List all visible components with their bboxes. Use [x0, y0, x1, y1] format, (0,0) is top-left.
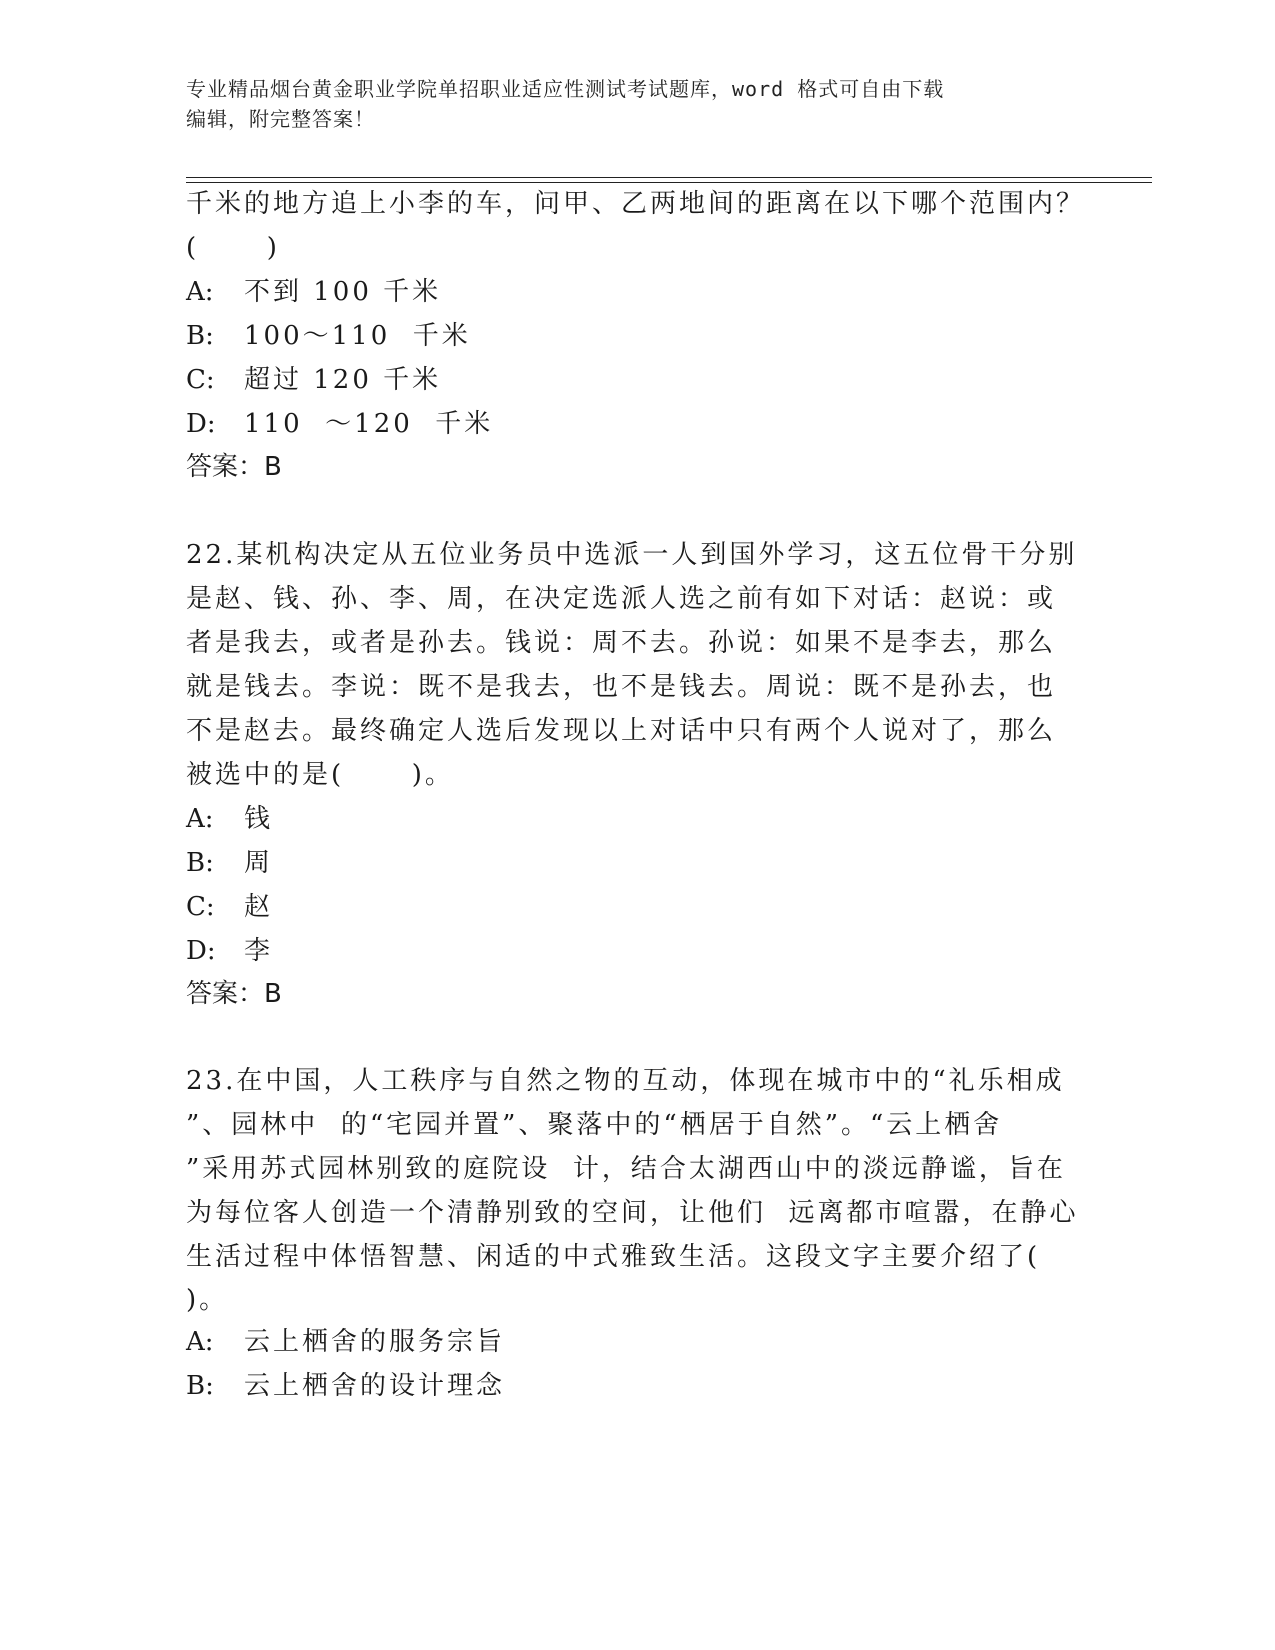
- option-text: 李: [244, 936, 274, 966]
- q21-option-c: [186, 360, 441, 400]
- q22-option-d: [186, 931, 273, 971]
- q22-text-line: 不是赵去。最终确定人选后发现以上对话中只有两个人说对了，那么: [186, 716, 1057, 746]
- option-letter: A:: [186, 1327, 214, 1357]
- option-text: 周: [244, 848, 274, 878]
- option-text: 钱: [244, 804, 274, 834]
- option-text: 云上栖舍的设计理念: [244, 1371, 506, 1401]
- header-rule-top: [186, 177, 1152, 178]
- q23-option-a: [186, 1322, 505, 1362]
- header-line-2: 编辑，附完整答案！: [186, 107, 375, 131]
- option-letter: D:: [186, 409, 216, 439]
- q22-answer: 答案：B: [186, 979, 282, 1009]
- q22-option-a: [186, 799, 273, 839]
- q23-text-line: ”采用苏式园林别致的庭院设 计，结合太湖西山中的淡远静谧，旨在: [186, 1154, 1066, 1184]
- q21-option-d: [186, 404, 493, 444]
- option-letter: D:: [186, 936, 216, 966]
- option-letter: B:: [186, 321, 214, 351]
- q22-text-line: 是赵、钱、孙、李、周，在决定选派人选之前有如下对话：赵说：或: [186, 584, 1057, 614]
- q22-text-line: 就是钱去。李说：既不是我去，也不是钱去。周说：既不是孙去，也: [186, 672, 1057, 702]
- option-letter: A:: [186, 277, 214, 307]
- q21-option-b: [186, 316, 471, 356]
- q22-text-line: 被选中的是( )。: [186, 760, 454, 790]
- option-letter: B:: [186, 1371, 214, 1401]
- option-letter: B:: [186, 848, 214, 878]
- q23-text-line: ”、园林中 的“宅园并置”、聚落中的“栖居于自然”。“云上栖舍: [186, 1110, 1003, 1140]
- header-line-1: 专业精品烟台黄金职业学院单招职业适应性测试考试题库，word 格式可自由下载: [186, 77, 945, 101]
- option-text: 不到 100 千米: [244, 277, 442, 307]
- header-rule-bottom: [186, 182, 1152, 183]
- q23-text-line: )。: [186, 1285, 229, 1315]
- q23-option-b: [186, 1366, 505, 1406]
- q21-text-line-1: 千米的地方追上小李的车，问甲、乙两地间的距离在以下哪个范围内？: [186, 189, 1086, 219]
- q22-option-b: [186, 843, 273, 883]
- q21-option-a: [186, 272, 441, 312]
- q21-answer: 答案：B: [186, 452, 282, 482]
- q22-option-c: [186, 887, 273, 927]
- q23-text-line: 生活过程中体悟智慧、闲适的中式雅致生活。这段文字主要介绍了(: [186, 1242, 1041, 1272]
- option-text: 超过 120 千米: [244, 365, 442, 395]
- option-text: 100～110 千米: [244, 321, 471, 351]
- option-text: 赵: [244, 892, 274, 922]
- option-letter: A:: [186, 804, 214, 834]
- q22-text-line: 者是我去，或者是孙去。钱说：周不去。孙说：如果不是李去，那么: [186, 628, 1057, 658]
- q22-text-line: 22.某机构决定从五位业务员中选派一人到国外学习，这五位骨干分别: [186, 540, 1078, 570]
- option-letter: C:: [186, 892, 215, 922]
- option-text: 云上栖舍的服务宗旨: [244, 1327, 506, 1357]
- option-text: 110 ～120 千米: [244, 409, 494, 439]
- page-header: [186, 74, 1066, 134]
- q23-text-line: 23.在中国，人工秩序与自然之物的互动，体现在城市中的“礼乐相成: [186, 1066, 1065, 1096]
- q21-text-line-2: ( ): [186, 233, 280, 263]
- q23-text-line: 为每位客人创造一个清静别致的空间，让他们 远离都市喧嚣，在静心: [186, 1198, 1079, 1228]
- option-letter: C:: [186, 365, 215, 395]
